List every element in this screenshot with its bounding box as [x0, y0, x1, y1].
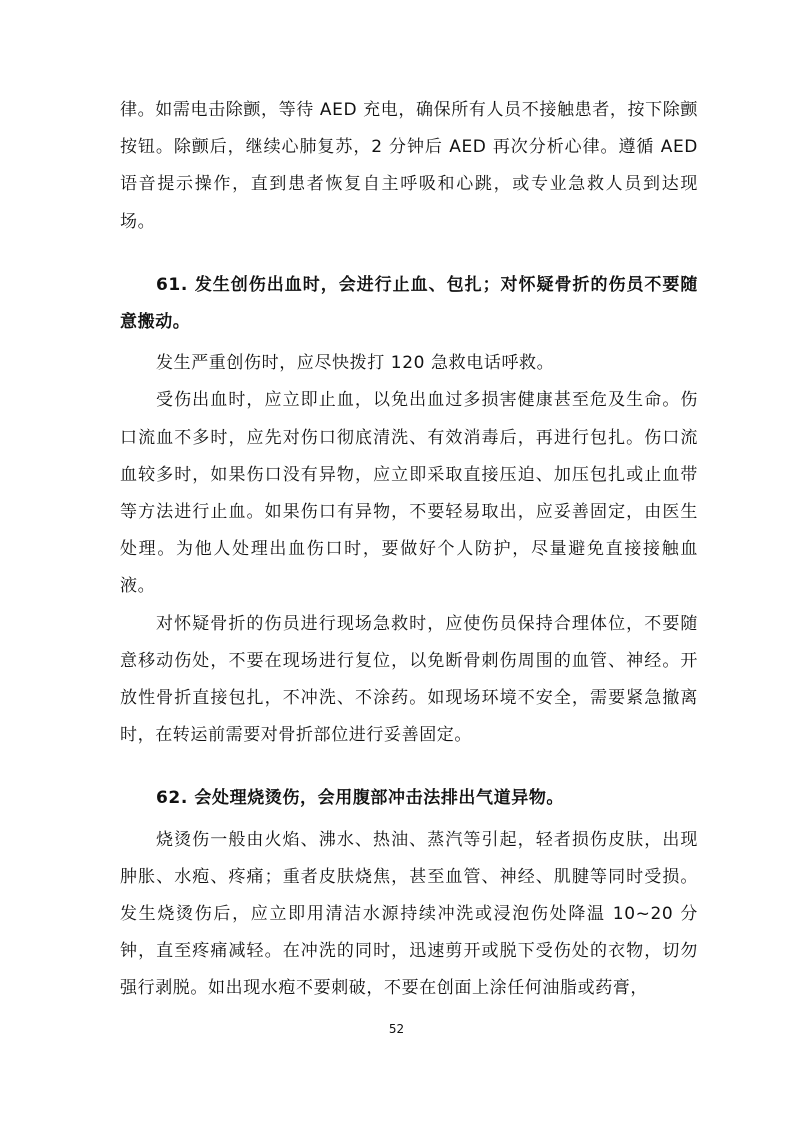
- section-61-heading: 61. 发生创伤出血时，会进行止血、包扎；对怀疑骨折的伤员不要随意搬动。: [120, 274, 698, 333]
- continued-paragraph: 律。如需电击除颤，等待 AED 充电，确保所有人员不接触患者，按下除颤按钮。除颤后，继续心肺复苏，2 分钟后 AED 再次分析心律。遵循 AED 语音提示操作，直到患者恢复自主呼吸和心跳，或专业急救人员到达现场。: [120, 100, 698, 232]
- section-spacer: [120, 241, 698, 267]
- section-62-paragraph-1: 烧烫伤一般由火焰、沸水、热油、蒸汽等引起，轻者损伤皮肤，出现肿胀、水疱、疼痛；重者皮肤烧焦，甚至血管、神经、肌腱等同时受损。发生烧烫伤后，应立即用清洁水源持续冲洗或浸泡伤处降温 10~20 分钟，直至疼痛减轻。在冲洗的同时，迅速剪开或脱下受伤处的衣物，切勿强行剥脱。如出现水疱不要刺破，不要在创面上涂任何油脂或药膏，: [120, 829, 698, 999]
- section-61-paragraph-3: 对怀疑骨折的伤员进行现场急救时，应使伤员保持合理体位，不要随意移动伤处，不要在现场进行复位，以免断骨刺伤周围的血管、神经。开放性骨折直接包扎，不冲洗、不涂药。如现场环境不安全，需要紧急撤离时，在转运前需要对骨折部位进行妥善固定。: [120, 613, 698, 746]
- section-62-heading: 62. 会处理烧烫伤，会用腹部冲击法排出气道异物。: [156, 788, 565, 809]
- section-61-paragraph-2: 受伤出血时，应立即止血，以免出血过多损害健康甚至危及生命。伤口流血不多时，应先对伤口彻底清洗、有效消毒后，再进行包扎。伤口流血较多时，如果伤口没有异物，应立即采取直接压迫、加压包扎或止血带等方法进行止血。如果伤口有异物，不要轻易取出，应妥善固定，由医生处理。为他人处理出血伤口时，要做好个人防护，尽量避免直接接触血液。: [120, 390, 698, 597]
- page-body: [120, 92, 698, 1008]
- section-61-paragraph-1: 发生严重创伤时，应尽快拨打 120 急救电话呼救。: [156, 353, 555, 374]
- page-number: 52: [388, 1022, 405, 1036]
- section-spacer: [120, 754, 698, 780]
